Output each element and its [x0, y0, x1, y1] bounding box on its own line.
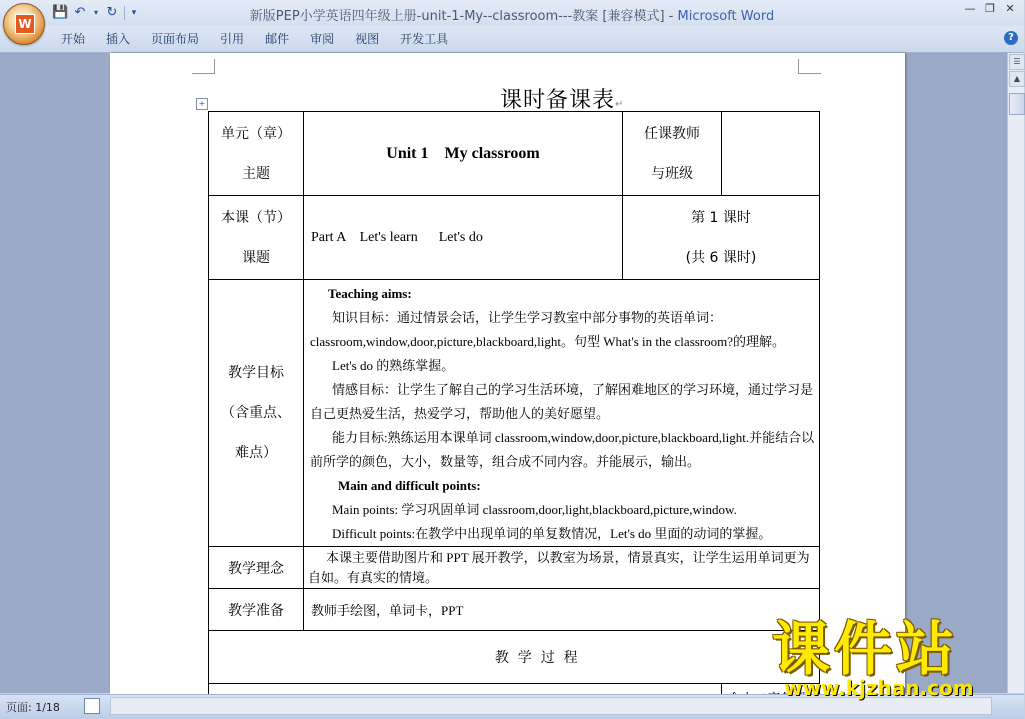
redo-icon[interactable]: ↻ — [106, 5, 118, 20]
vertical-scrollbar[interactable] — [1007, 53, 1024, 693]
goal-label-line1: 教学目标 — [228, 365, 284, 381]
help-icon[interactable]: ? — [1004, 31, 1018, 45]
goal-label-cell — [209, 280, 304, 547]
lesson-label-cell — [209, 196, 304, 280]
difficult-points: Difficult points:在教学中出现单词的单复数情况，Let's do 里面的动词的掌握。 — [332, 526, 772, 541]
title-bar — [0, 0, 1024, 26]
watermark-text: 课件站 — [772, 615, 959, 683]
tab-developer[interactable]: 开发工具 — [400, 32, 449, 46]
aims-knowledge: 知识目标：通过情景会话，让学生学习教室中部分事物的英语单词：classroom,window,door,picture,blackboard,light。句型 What's in the classroom?的理解。 — [310, 310, 786, 349]
idea-label: 教学理念 — [228, 560, 284, 577]
teacher-label-line2: 与班级 — [651, 165, 693, 182]
unit-value-cell — [304, 112, 623, 196]
aims-emotion: 情感目标：让学生了解自己的学习生活环境，了解困难地区的学习环境，通过学习是自己更热爱生活，热爱学习，帮助他人的美好愿望。 — [310, 382, 814, 421]
aims-letsdo: Let's do 的熟练掌握。 — [332, 358, 455, 373]
app-name: Microsoft Word — [677, 9, 775, 24]
office-logo-icon: W — [15, 14, 35, 34]
table-row — [209, 280, 820, 547]
aims-heading: Teaching aims: — [328, 286, 412, 301]
watermark-url: www.kjzhan.com — [784, 676, 974, 700]
proofing-icon[interactable] — [84, 698, 100, 714]
customize-toolbar-icon[interactable]: ▾ — [131, 8, 137, 18]
tab-view[interactable]: 视图 — [355, 32, 380, 46]
undo-dropdown-icon[interactable]: ▾ — [93, 8, 98, 17]
lesson-label-line2: 课题 — [242, 249, 270, 266]
lesson-label-line1: 本课（节） — [221, 209, 291, 226]
period-line2: (共 6 课时) — [685, 249, 757, 266]
table-row — [209, 631, 820, 684]
tab-insert[interactable]: 插入 — [106, 32, 131, 46]
document-page[interactable] — [110, 53, 905, 713]
tab-references[interactable]: 引用 — [220, 32, 245, 46]
lesson-plan-table — [208, 111, 820, 714]
aims-cell — [304, 280, 820, 547]
document-title — [500, 83, 624, 114]
goal-label-line3: 难点） — [235, 445, 277, 461]
teacher-value-cell — [722, 112, 820, 196]
process-cell — [209, 631, 820, 684]
aims-ability: 能力目标:熟练运用本课单词 classroom,window,door,picture,blackboard,light.并能结合以前所学的颜色，大小，数量等，组合成不同内容。并能展示，输出。 — [310, 430, 815, 469]
ribbon-tabs — [50, 30, 458, 48]
page-indicator[interactable]: 页面: 1/18 — [6, 701, 60, 714]
process-label: 教 学 过 程 — [494, 650, 578, 666]
tab-home[interactable]: 开始 — [61, 32, 86, 46]
unit-label-line1: 单元（章） — [221, 125, 291, 142]
prep-value: 教师手绘图，单词卡，PPT — [311, 603, 464, 618]
ribbon — [0, 26, 1024, 53]
window-title — [0, 5, 1024, 24]
prep-label: 教学准备 — [228, 602, 284, 619]
unit-label-cell — [209, 112, 304, 196]
minimize-icon[interactable]: — — [964, 2, 976, 15]
table-row — [209, 547, 820, 589]
idea-value-cell — [304, 547, 820, 589]
unit-value: Unit 1 My classroom — [386, 144, 540, 162]
paragraph-mark: ↵ — [615, 99, 625, 110]
document-area — [0, 53, 1008, 693]
tab-review[interactable]: 审阅 — [310, 32, 335, 46]
table-row — [209, 196, 820, 280]
prep-label-cell — [209, 589, 304, 631]
prep-value-cell — [304, 589, 820, 631]
main-points: Main points: 学习巩固单词 classroom,door,light,blackboard,picture,window. — [332, 502, 737, 517]
crop-mark — [798, 59, 821, 74]
scroll-thumb[interactable] — [1009, 93, 1025, 115]
teacher-label-line1: 任课教师 — [644, 125, 700, 142]
period-cell — [623, 196, 820, 280]
close-icon[interactable]: ✕ — [1005, 2, 1015, 15]
lesson-value: Part A Let's learn Let's do — [311, 229, 483, 245]
idea-value: 本课主要借助图片和 PPT 展开教学，以教室为场景，情景真实，让学生运用单词更为自如。有真实的情境。 — [308, 549, 810, 585]
restore-icon[interactable]: ❐ — [985, 2, 995, 15]
period-line1: 第 1 课时 — [691, 209, 751, 226]
ruler-toggle-icon[interactable]: ☰ — [1009, 54, 1025, 70]
lesson-value-cell — [304, 196, 623, 280]
tab-mailings[interactable]: 邮件 — [265, 32, 290, 46]
office-button[interactable] — [3, 3, 45, 45]
table-row — [209, 112, 820, 196]
window-controls — [962, 2, 1018, 16]
document-title-text: 课时备课表 — [500, 88, 616, 113]
unit-label-line2: 主题 — [242, 165, 270, 182]
save-icon[interactable]: 💾 — [52, 5, 69, 20]
goal-label-line2: （含重点、 — [221, 405, 291, 421]
scroll-up-icon[interactable]: ▲ — [1009, 71, 1025, 87]
tab-page-layout[interactable]: 页面布局 — [151, 32, 200, 46]
document-name: 新版PEP小学英语四年级上册-unit-1-My--classroom---教案 [兼容模式] - — [249, 9, 678, 24]
teacher-label-cell — [623, 112, 722, 196]
table-row — [209, 589, 820, 631]
watermark-logo — [772, 615, 974, 700]
keypoints-heading: Main and difficult points: — [338, 478, 481, 493]
idea-label-cell — [209, 547, 304, 589]
table-move-handle-icon[interactable]: + — [196, 98, 208, 110]
undo-icon[interactable]: ↶ — [74, 5, 86, 20]
crop-mark — [192, 59, 215, 74]
